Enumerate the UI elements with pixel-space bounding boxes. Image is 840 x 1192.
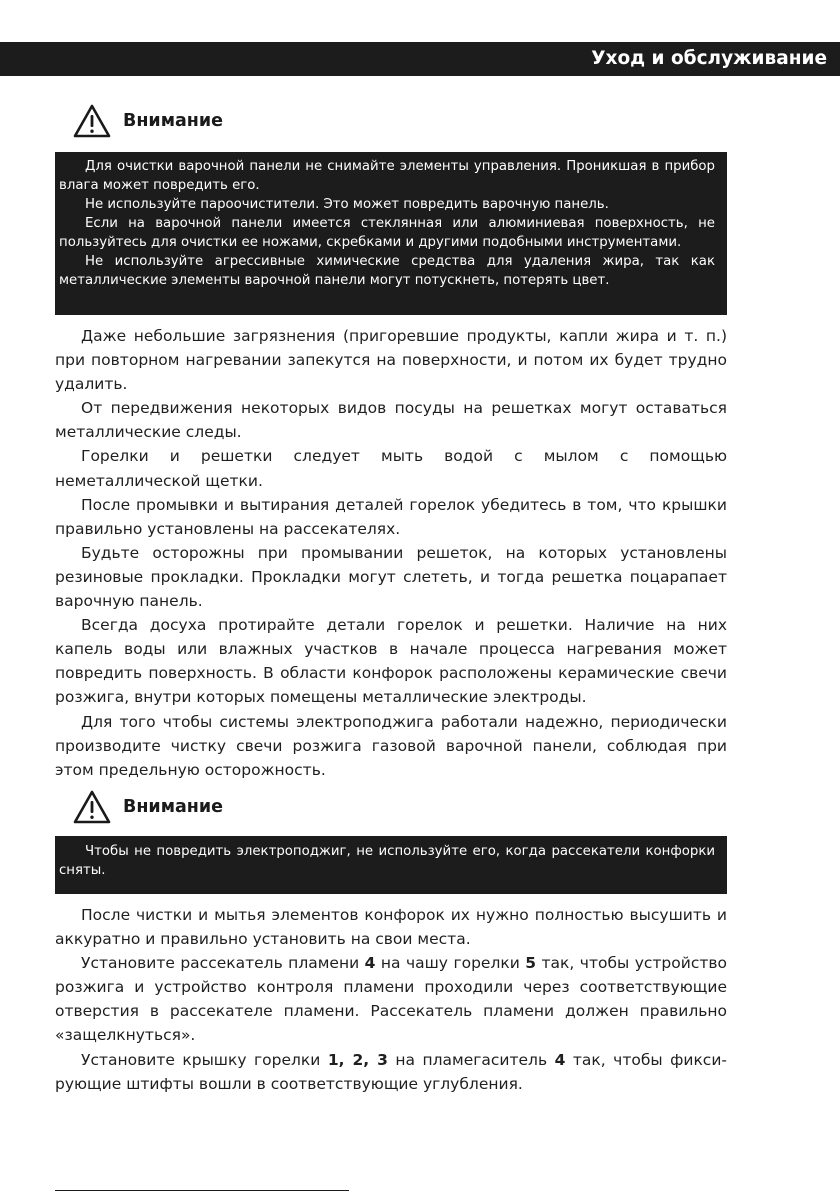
body-text-section-2 (55, 903, 727, 1096)
warning-triangle-icon (72, 788, 112, 826)
notice-paragraph: Если на варочной панели имеется стеклянная или алюминиевая поверхность, не пользуйтесь для очистки ее ножами, скребками и другими подобными инструментами. (59, 216, 715, 250)
warning-heading-2 (72, 787, 223, 827)
notice-paragraph: Не используйте агрессивные химические средства для удаления жира, так как металлические элементы варочной панели могут потускнеть, потерять цвет. (59, 254, 715, 288)
warning-title: Внимание (123, 111, 224, 131)
text-run: так, чтобы устройство розжига и устройство контроля пламени проходили через соответствующие отверстия в рассекателе пламени. Рассекатель пламени должен правильно «защелкнуться». (55, 954, 727, 1045)
warning-notice-box-2 (55, 836, 727, 894)
part-number: 5 (525, 954, 537, 973)
body-paragraph: После промывки и вытирания деталей горелок убедитесь в том, что крышки правильно установлены на рассекателях. (55, 495, 727, 538)
text-run: на чашу горелки (375, 954, 526, 973)
part-number: 4 (364, 954, 376, 973)
warning-heading-1 (72, 101, 223, 141)
page-section-title: Уход и обслуживание (591, 48, 827, 69)
body-paragraph: Всегда досуха протирайте детали горелок и решетки. Наличие на них капель воды или влажных участков в начале процесса нагревания может повредить поверхность. В области конфорок расположены керамические свечи розжига, внутри которых помещены металлические электроды. (55, 616, 727, 707)
body-paragraph (55, 1048, 727, 1096)
body-text-section-1 (55, 324, 727, 782)
warning-title: Внимание (123, 797, 224, 817)
body-paragraph: Для того чтобы системы электроподжига работали надежно, периодически производите чистку свечи розжига газовой варочной панели, соблюдая при этом предельную осторожность. (55, 712, 727, 779)
notice-paragraph: Не используйте пароочистители. Это может повредить варочную панель. (85, 197, 609, 212)
text-run: так, чтобы фиксирующие штифты вошли в соответствующие углубления. (55, 1050, 727, 1093)
text-run: Установите рассекатель пламени (81, 954, 365, 973)
body-paragraph: Даже небольшие загрязнения (пригоревшие продукты, капли жира и т. п.) при повторном нагревании запекутся на поверхности, и потом их будет трудно удалить. (55, 327, 727, 394)
part-number: 1, 2, 3 (327, 1050, 388, 1069)
text-run: на пламегаситель (387, 1050, 555, 1069)
text-run: Установите крышку горелки (81, 1050, 328, 1069)
body-paragraph: Горелки и решетки следует мыть водой с мылом с помощью неметаллической щетки. (55, 447, 727, 490)
body-paragraph (55, 951, 727, 1047)
warning-notice-box-1 (55, 152, 727, 315)
notice-paragraph: Чтобы не повредить электроподжиг, не используйте его, когда рассекатели конфорки сняты. (59, 844, 715, 878)
body-paragraph: После чистки и мытья элементов конфорок их нужно полностью высушить и аккуратно и правильно установить на свои места. (55, 906, 727, 949)
header-bar (0, 42, 840, 76)
part-number: 4 (554, 1050, 566, 1069)
notice-paragraph: Для очистки варочной панели не снимайте элементы управления. Проникшая в прибор влага может повредить его. (59, 159, 715, 193)
footer-divider (55, 1190, 349, 1191)
body-paragraph: От передвижения некоторых видов посуды на решетках могут оставаться металлические следы. (55, 399, 727, 442)
warning-triangle-icon (72, 102, 112, 140)
body-paragraph: Будьте осторожны при промывании решеток, на которых установлены резиновые прокладки. Прокладки могут слететь, и тогда решетка поцарапает варочную панель. (55, 543, 727, 611)
